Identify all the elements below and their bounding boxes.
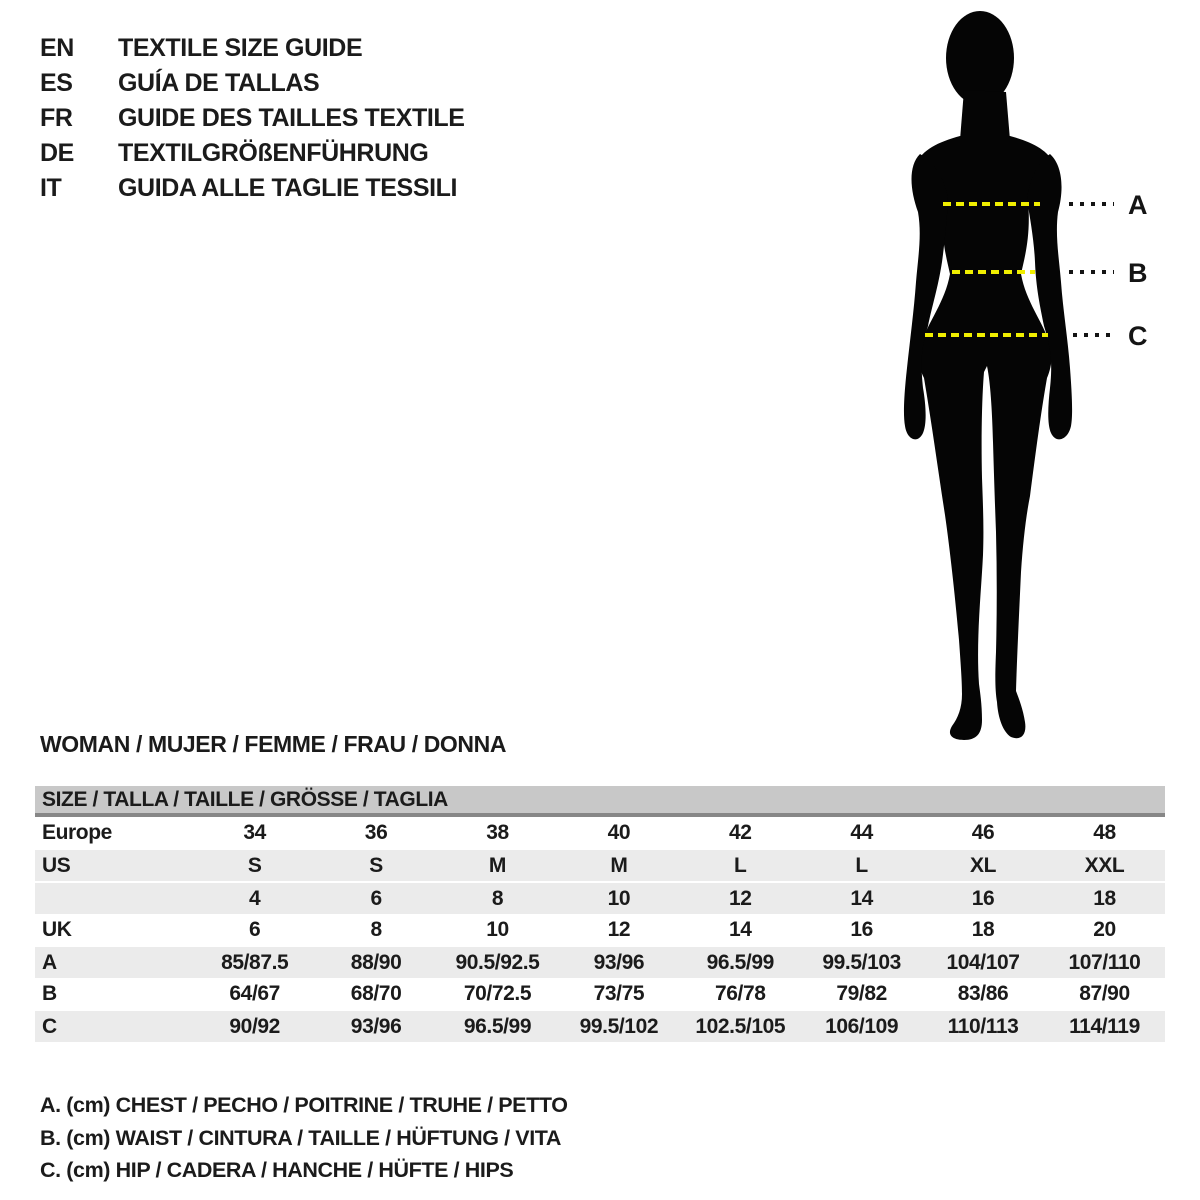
table-cell: 4 bbox=[194, 882, 315, 914]
table-row-us bbox=[35, 849, 1165, 882]
table-cell: 44 bbox=[801, 815, 922, 849]
size-table-header: SIZE / TALLA / TAILLE / GRÖSSE / TAGLIA bbox=[35, 786, 1165, 815]
size-table-header-row bbox=[35, 786, 1165, 815]
table-cell: 34 bbox=[194, 815, 315, 849]
table-cell: 90/92 bbox=[194, 1010, 315, 1042]
table-cell: 8 bbox=[437, 882, 558, 914]
table-cell: M bbox=[437, 849, 558, 882]
table-cell: 99.5/102 bbox=[558, 1010, 679, 1042]
table-row-label: A bbox=[35, 946, 194, 978]
table-cell: 12 bbox=[558, 914, 679, 946]
language-title-list bbox=[40, 31, 465, 206]
table-cell: XXL bbox=[1044, 849, 1165, 882]
table-cell: 79/82 bbox=[801, 978, 922, 1010]
table-cell: S bbox=[315, 849, 436, 882]
table-cell: 96.5/99 bbox=[680, 946, 801, 978]
table-cell: 104/107 bbox=[922, 946, 1043, 978]
table-row-uk bbox=[35, 914, 1165, 946]
size-table bbox=[35, 786, 1165, 1042]
table-cell: 36 bbox=[315, 815, 436, 849]
table-cell: 102.5/105 bbox=[680, 1010, 801, 1042]
table-cell: 93/96 bbox=[315, 1010, 436, 1042]
table-cell: 96.5/99 bbox=[437, 1010, 558, 1042]
measurement-legend bbox=[40, 1089, 568, 1187]
table-cell: 18 bbox=[1044, 882, 1165, 914]
section-heading-woman: WOMAN / MUJER / FEMME / FRAU / DONNA bbox=[40, 731, 507, 757]
table-cell: 40 bbox=[558, 815, 679, 849]
table-row-b bbox=[35, 978, 1165, 1010]
language-title: GUIDE DES TAILLES TEXTILE bbox=[118, 104, 465, 132]
table-cell: 42 bbox=[680, 815, 801, 849]
language-title: TEXTILGRÖßENFÜHRUNG bbox=[118, 139, 429, 167]
table-cell: 76/78 bbox=[680, 978, 801, 1010]
table-cell: 16 bbox=[922, 882, 1043, 914]
language-row-it bbox=[40, 171, 465, 206]
legend-line-a: A. (cm) CHEST / PECHO / POITRINE / TRUHE / PETTO bbox=[40, 1093, 568, 1117]
legend-line-b: B. (cm) WAIST / CINTURA / TAILLE / HÜFTUNG / VITA bbox=[40, 1125, 562, 1150]
language-row-es bbox=[40, 66, 465, 101]
language-code: EN bbox=[40, 34, 74, 62]
table-row-label: C bbox=[35, 1010, 194, 1042]
table-cell: 85/87.5 bbox=[194, 946, 315, 978]
marker-label-c: C bbox=[1128, 321, 1148, 351]
table-row-label bbox=[35, 882, 194, 914]
language-code: IT bbox=[40, 174, 62, 202]
table-row-label: US bbox=[35, 849, 194, 882]
table-cell: 18 bbox=[922, 914, 1043, 946]
table-cell: M bbox=[558, 849, 679, 882]
table-row-c bbox=[35, 1010, 1165, 1042]
table-cell: 14 bbox=[680, 914, 801, 946]
table-row-a bbox=[35, 946, 1165, 978]
table-cell: 83/86 bbox=[922, 978, 1043, 1010]
marker-label-b: B bbox=[1128, 258, 1148, 288]
language-title: TEXTILE SIZE GUIDE bbox=[118, 34, 363, 62]
table-cell: 110/113 bbox=[922, 1010, 1043, 1042]
table-cell: 107/110 bbox=[1044, 946, 1165, 978]
table-cell: L bbox=[801, 849, 922, 882]
table-cell: 99.5/103 bbox=[801, 946, 922, 978]
table-cell: 6 bbox=[194, 914, 315, 946]
table-row-europe bbox=[35, 815, 1165, 849]
table-cell: 10 bbox=[558, 882, 679, 914]
language-row-fr bbox=[40, 101, 465, 136]
woman-silhouette-svg bbox=[860, 0, 1200, 760]
table-cell: 90.5/92.5 bbox=[437, 946, 558, 978]
language-row-en bbox=[40, 31, 465, 66]
table-cell: 48 bbox=[1044, 815, 1165, 849]
table-cell: 114/119 bbox=[1044, 1010, 1165, 1042]
language-code: FR bbox=[40, 104, 73, 132]
table-cell: 46 bbox=[922, 815, 1043, 849]
table-row-label: Europe bbox=[35, 815, 194, 849]
table-cell: 68/70 bbox=[315, 978, 436, 1010]
table-row-us-numeric bbox=[35, 882, 1165, 914]
language-code: ES bbox=[40, 69, 73, 97]
language-title: GUÍA DE TALLAS bbox=[118, 69, 320, 97]
table-cell: 8 bbox=[315, 914, 436, 946]
legend-line-c: C. (cm) HIP / CADERA / HANCHE / HÜFTE / HIPS bbox=[40, 1158, 514, 1182]
language-code: DE bbox=[40, 139, 74, 167]
table-cell: 106/109 bbox=[801, 1010, 922, 1042]
table-row-label: B bbox=[35, 978, 194, 1010]
table-cell: 38 bbox=[437, 815, 558, 849]
table-row-label: UK bbox=[35, 914, 194, 946]
table-cell: 20 bbox=[1044, 914, 1165, 946]
table-cell: S bbox=[194, 849, 315, 882]
silhouette-neck bbox=[960, 90, 1010, 140]
woman-silhouette-figure bbox=[860, 0, 1200, 760]
table-cell: 70/72.5 bbox=[437, 978, 558, 1010]
table-cell: 14 bbox=[801, 882, 922, 914]
table-cell: 73/75 bbox=[558, 978, 679, 1010]
table-cell: L bbox=[680, 849, 801, 882]
language-row-de bbox=[40, 136, 465, 171]
language-title: GUIDA ALLE TAGLIE TESSILI bbox=[118, 174, 458, 202]
table-cell: 88/90 bbox=[315, 946, 436, 978]
table-cell: 12 bbox=[680, 882, 801, 914]
marker-label-a: A bbox=[1128, 190, 1148, 220]
table-cell: 10 bbox=[437, 914, 558, 946]
table-cell: 6 bbox=[315, 882, 436, 914]
table-cell: XL bbox=[922, 849, 1043, 882]
table-cell: 16 bbox=[801, 914, 922, 946]
table-cell: 93/96 bbox=[558, 946, 679, 978]
table-cell: 87/90 bbox=[1044, 978, 1165, 1010]
table-cell: 64/67 bbox=[194, 978, 315, 1010]
